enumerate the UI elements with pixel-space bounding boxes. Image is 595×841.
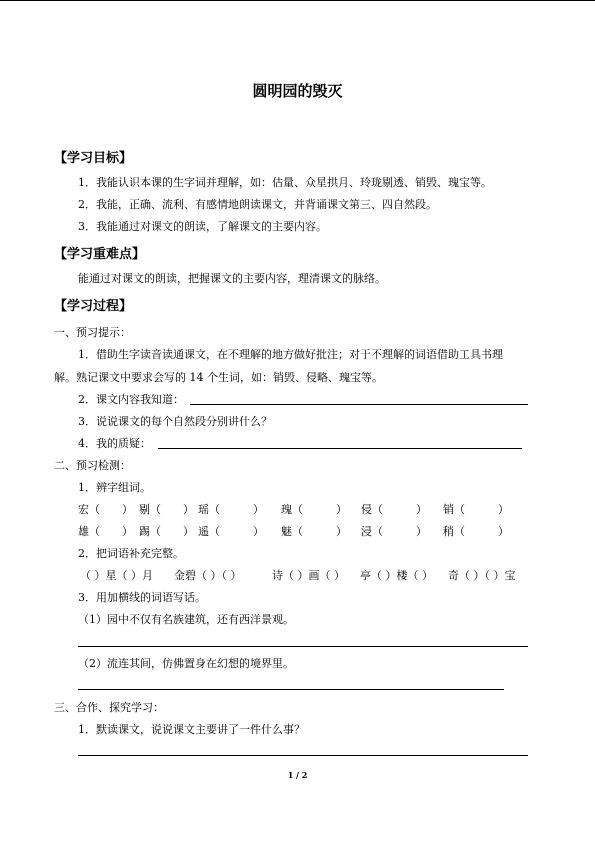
goals-heading: 【学习目标】 [54,151,133,166]
cooperation-item-1: 1．默读课文，说说课文主要讲了一件什么事？ [78,723,305,736]
goal-item-3: 3．我能通过对课文的朗读，了解课文的主要内容。 [78,220,327,233]
char-cell: 浸（ ） [361,525,427,538]
fill-word: 诗（ ）画（ ） [272,569,345,582]
preview-tip-4: 4．我的质疑： [78,437,151,450]
answer-line-sentence-1[interactable] [78,646,528,647]
char-cell: 踢（ ） [139,525,194,538]
preview-check-label: 二、预习检测： [54,459,131,472]
check-item-1: 1．辨字组词。 [78,481,151,494]
answer-line-questions[interactable] [158,448,522,449]
fill-word: 亭（ ）楼（ ） [360,569,433,582]
char-cell: 瑰（ ） [281,503,347,516]
answer-line-sentence-2[interactable] [78,689,504,690]
sentence-1: （1）园中不仅有名族建筑，还有西洋景观。 [78,613,294,626]
sentence-2: （2）流连其间，仿佛置身在幻想的境界里。 [78,657,294,670]
char-cell: 魅（ ） [281,525,347,538]
page-top-border [0,0,595,1]
preview-tip-1-line-2: 解。熟记课文中要求会写的 14 个生词，如：销毁、侵略、瑰宝等。 [54,371,383,384]
preview-tip-3: 3．说说课文的每个自然段分别讲什么？ [78,415,272,428]
char-cell: 宏（ ） [78,503,133,516]
fill-word: 金碧（ ）（ ） [174,569,242,582]
key-points-text: 能通过对课文的朗读，把握课文的主要内容，理清课文的脉络。 [78,272,386,285]
check-item-2: 2．把词语补充完整。 [78,547,184,560]
char-cell: 销（ ） [443,503,509,516]
goal-item-2: 2．我能，正确、流利、有感情地朗读课文，并背诵课文第三、四自然段。 [78,198,437,211]
page-number: 1 / 2 [287,770,308,780]
preview-tip-2: 2．课文内容我知道： [78,393,184,406]
preview-tip-1-line-1: 1．借助生字读音读通课文，在不理解的地方做好批注；对于不理解的词语借助工具书理 [78,348,503,361]
goal-item-1: 1．我能认识本课的生字词并理解，如：估量、众星拱月、玲珑剔透、销毁、瑰宝等。 [78,176,492,189]
cooperation-label: 三、合作、探究学习： [54,701,164,714]
key-points-heading: 【学习重难点】 [54,247,146,262]
char-cell: 剔（ ） [139,503,194,516]
process-heading: 【学习过程】 [54,299,133,314]
char-cell: 遥（ ） [198,525,264,538]
answer-line-content[interactable] [190,404,528,405]
preview-tips-label: 一、预习提示： [54,326,131,339]
fill-word: 奇（ ）（ ）宝 [448,569,516,582]
char-cell: 侵（ ） [361,503,427,516]
fill-word: （ ）星（ ）月 [80,569,153,582]
answer-line-cooperation[interactable] [78,755,528,756]
char-cell: 雄（ ） [78,525,133,538]
document-title: 圆明园的毁灭 [252,82,343,100]
char-cell: 稍（ ） [443,525,509,538]
char-cell: 瑶（ ） [198,503,264,516]
check-item-3: 3．用加横线的词语写话。 [78,591,206,604]
